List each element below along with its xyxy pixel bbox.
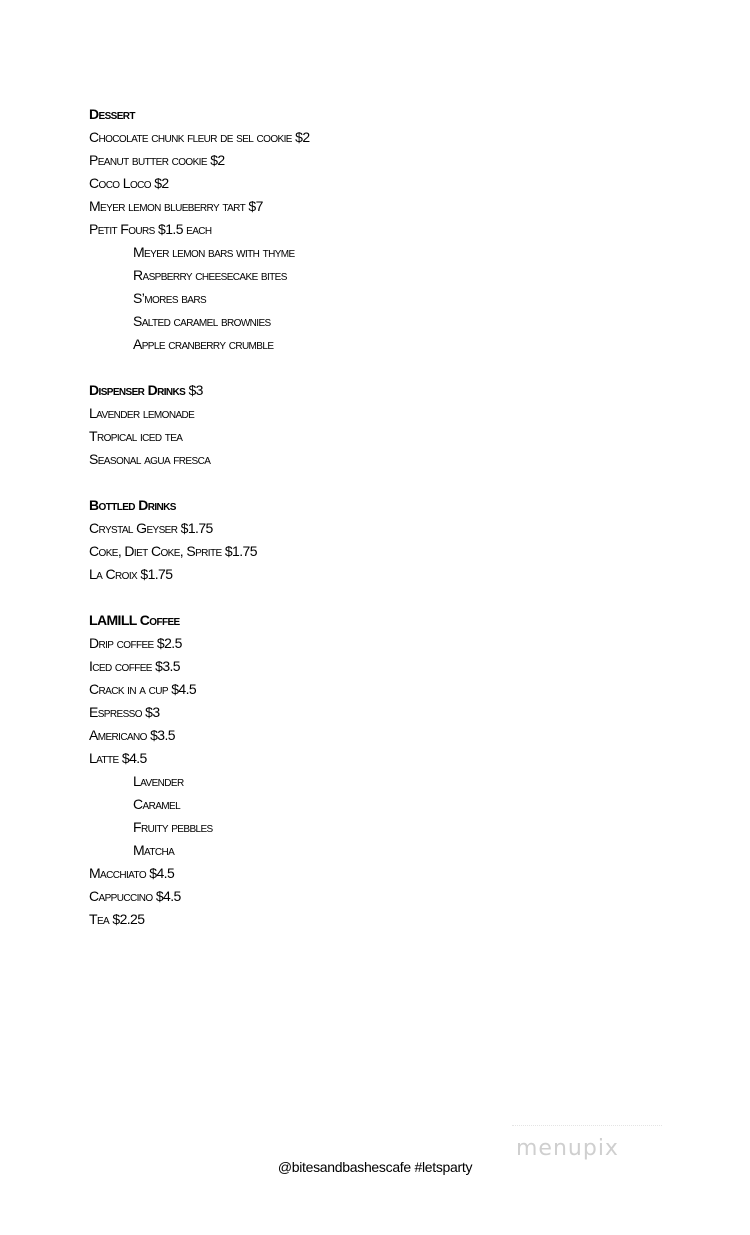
menu-item: Cappuccino $4.5: [89, 888, 181, 904]
menu-item: Crack in a cup $4.5: [89, 681, 197, 697]
section-title: Bottled Drinks: [89, 497, 176, 513]
menu-item: Iced coffee $3.5: [89, 658, 180, 674]
menu-item: Peanut butter cookie $2: [89, 152, 225, 168]
section-title: LAMILL Coffee: [89, 612, 180, 628]
menu-item: Crystal Geyser $1.75: [89, 520, 213, 536]
footer-social-handle: @bitesandbashescafe #letsparty: [277, 1159, 473, 1175]
menu-item: Tropical iced tea: [89, 428, 183, 444]
menu-item: Drip coffee $2.5: [89, 635, 182, 651]
menu-item: Petit Fours $1.5 each: [89, 221, 212, 237]
section-heading-dispenser-drinks: [89, 379, 649, 402]
section-heading-bottled-drinks: [89, 494, 649, 517]
menu-sub-item: Lavender: [133, 773, 184, 789]
menu-item: Seasonal agua fresca: [89, 451, 211, 467]
section-title: Dessert: [89, 106, 135, 122]
menu-sub-item: Apple cranberry crumble: [133, 336, 274, 352]
menu-item: Tea $2.25: [89, 911, 145, 927]
menu-item: Macchiato $4.5: [89, 865, 175, 881]
watermark-logo: menupix: [516, 1136, 619, 1161]
section-heading-dessert: [89, 103, 649, 126]
menu-sub-item: S’mores bars: [133, 290, 207, 306]
section-heading-coffee: [89, 609, 649, 632]
menu-item: Espresso $3: [89, 704, 160, 720]
section-price: $3: [188, 382, 203, 398]
section-title: Dispenser Drinks: [89, 382, 186, 398]
menu-sub-item: Meyer lemon bars with thyme: [133, 244, 295, 260]
menu-page: [89, 103, 649, 931]
menu-item: Coco Loco $2: [89, 175, 169, 191]
menu-sub-item: Salted caramel brownies: [133, 313, 271, 329]
menu-item: Coke, Diet Coke, Sprite $1.75: [89, 543, 257, 559]
menu-sub-item: Caramel: [133, 796, 181, 812]
menu-item: La Croix $1.75: [89, 566, 173, 582]
section-spacer: [89, 586, 649, 609]
menu-sub-item: Fruity pebbles: [133, 819, 213, 835]
menu-item: Lavender lemonade: [89, 405, 195, 421]
section-spacer: [89, 471, 649, 494]
menu-item: Meyer lemon blueberry tart $7: [89, 198, 263, 214]
section-spacer: [89, 356, 649, 379]
menu-sub-item: Raspberry cheesecake bites: [133, 267, 287, 283]
menu-item: Americano $3.5: [89, 727, 175, 743]
menu-sub-item: Matcha: [133, 842, 175, 858]
menu-item: Latte $4.5: [89, 750, 147, 766]
watermark-divider: [512, 1125, 662, 1126]
menu-item: Chocolate chunk fleur de sel cookie $2: [89, 129, 310, 145]
